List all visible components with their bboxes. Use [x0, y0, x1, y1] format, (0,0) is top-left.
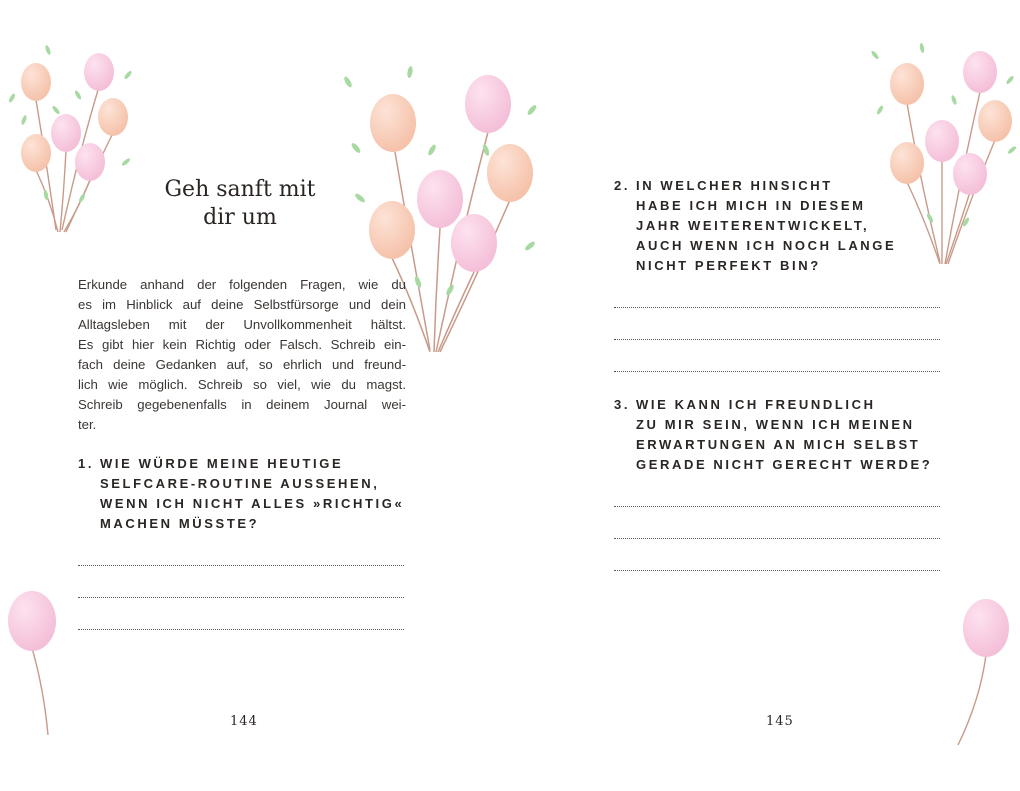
intro-line: Erkunde anhand der folgenden Fragen, wie du — [78, 277, 406, 292]
question-line: WIE KANN ICH FREUNDLICH — [636, 397, 876, 412]
question-line: AUCH WENN ICH NOCH LANGE — [636, 238, 897, 253]
question-number: 1. — [78, 456, 95, 471]
page-title — [140, 176, 340, 232]
page-title-line: Geh sanft mit — [164, 177, 316, 202]
intro-paragraph — [78, 275, 406, 435]
answer-line[interactable] — [78, 565, 404, 566]
question-number: 2. — [614, 178, 631, 193]
answer-line[interactable] — [614, 371, 940, 372]
question-3 — [614, 395, 954, 477]
answer-line[interactable] — [614, 307, 940, 308]
intro-line: es im Hinblick auf deine Selbstfürsorge und dein — [78, 297, 406, 312]
page-number-right: 145 — [766, 714, 794, 729]
question-line: SELFCARE-ROUTINE AUSSEHEN, — [100, 476, 380, 491]
question-number: 3. — [614, 397, 631, 412]
balloon-bottom-left — [8, 591, 56, 735]
question-line: WENN ICH NICHT ALLES »RICHTIG« — [100, 496, 405, 511]
balloon-cluster-center-left-balloons — [369, 75, 533, 272]
balloon-cluster-top-right-balloons — [890, 51, 1012, 195]
answer-line[interactable] — [614, 339, 940, 340]
answer-line[interactable] — [614, 570, 940, 571]
intro-line: fach deine Gedanken auf, so ehrlich und freund- — [78, 357, 406, 372]
balloon-bottom-right — [958, 599, 1009, 745]
question-line: JAHR WEITERENTWICKELT, — [636, 218, 870, 233]
intro-line: lich wie möglich. Schreib so viel, wie du magst. — [78, 377, 406, 392]
question-line: NICHT PERFEKT BIN? — [636, 258, 821, 273]
question-line: ERWARTUNGEN AN MICH SELBST — [636, 437, 921, 452]
question-line: HABE ICH MICH IN DIESEM — [636, 198, 866, 213]
answer-line[interactable] — [614, 538, 940, 539]
question-line: IN WELCHER HINSICHT — [636, 178, 833, 193]
intro-line: ter. — [78, 417, 97, 432]
answer-line[interactable] — [614, 506, 940, 507]
question-line: WIE WÜRDE MEINE HEUTIGE — [100, 456, 344, 471]
question-line: MACHEN MÜSSTE? — [100, 516, 260, 531]
answer-line[interactable] — [78, 629, 404, 630]
question-line: ZU MIR SEIN, WENN ICH MEINEN — [636, 417, 915, 432]
question-2 — [614, 176, 954, 278]
page-number-left: 144 — [230, 714, 258, 729]
question-text — [100, 454, 404, 534]
question-line: GERADE NICHT GERECHT WERDE? — [636, 457, 933, 472]
question-text — [636, 395, 932, 475]
balloon-cluster-top-left-balloons — [21, 53, 128, 181]
question-text — [636, 176, 896, 276]
question-1 — [78, 454, 418, 536]
intro-line: Alltagsleben mit der Unvollkommenheit hältst. — [78, 317, 406, 332]
answer-line[interactable] — [78, 597, 404, 598]
intro-line: Schreib gegebenenfalls in deinem Journal wei- — [78, 397, 406, 412]
intro-line: Es gibt hier kein Richtig oder Falsch. Schreib ein- — [78, 337, 406, 352]
page-title-line: dir um — [203, 205, 277, 230]
